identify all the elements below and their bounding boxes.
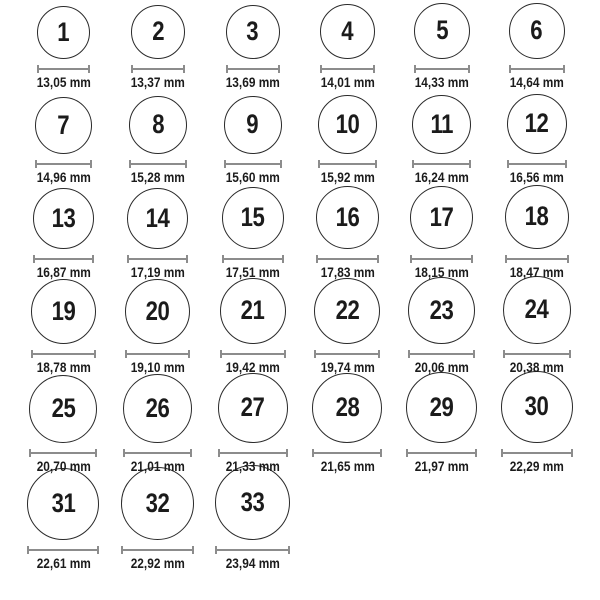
ring-size-number: 32 (146, 487, 170, 518)
ring-circle (509, 3, 565, 59)
diameter-label: 16,56 mm (509, 169, 564, 185)
diameter-label: 16,87 mm (36, 264, 91, 280)
diameter-measure-line (408, 350, 475, 358)
measure-bar (222, 353, 284, 355)
ring-size-number: 12 (524, 108, 549, 139)
diameter-label: 20,38 mm (509, 359, 564, 375)
ring-size-number: 14 (146, 202, 170, 233)
diameter-label: 16,24 mm (414, 169, 470, 185)
ring-circle (27, 468, 99, 540)
ring-size-item (300, 96, 395, 191)
ring-size-item (395, 96, 490, 191)
diameter-measure-line (505, 255, 569, 263)
diameter-label: 14,96 mm (36, 169, 91, 185)
ring-size-item (16, 480, 111, 596)
ring-circle (131, 5, 185, 59)
ring-circle (222, 187, 284, 249)
measure-bar (505, 353, 569, 355)
ring-circle (507, 94, 567, 154)
diameter-measure-line (501, 449, 573, 457)
diameter-measure-line (314, 350, 380, 358)
diameter-label: 18,78 mm (36, 359, 91, 375)
ring-size-item (300, 381, 395, 480)
ring-size-number: 6 (530, 15, 543, 46)
ring-circle (29, 375, 97, 443)
measure-bar (33, 353, 94, 355)
ring-circle (123, 374, 192, 443)
diameter-measure-line (29, 449, 97, 457)
ring-size-number: 23 (430, 294, 454, 325)
diameter-measure-line (129, 160, 187, 168)
measure-bar (416, 68, 468, 70)
ring-size-item (111, 0, 206, 96)
ring-size-item (300, 191, 395, 286)
diameter-measure-line (412, 160, 471, 168)
ring-size-item (205, 0, 300, 96)
ring-size-number: 26 (146, 392, 170, 423)
measure-bar (224, 258, 282, 260)
ring-size-item (16, 191, 111, 286)
measure-bar (320, 163, 375, 165)
ring-size-number: 3 (246, 16, 259, 47)
ring-circle (226, 5, 280, 59)
diameter-label: 21,65 mm (320, 458, 375, 474)
diameter-measure-line (509, 65, 565, 73)
diameter-label: 21,33 mm (225, 458, 280, 474)
measure-bar (125, 452, 190, 454)
ring-size-number: 16 (335, 201, 360, 232)
ring-size-number: 15 (240, 202, 265, 233)
ring-circle (412, 95, 471, 154)
measure-bar (123, 549, 192, 551)
ring-circle (410, 186, 473, 249)
diameter-measure-line (27, 546, 99, 554)
ring-size-number: 11 (430, 108, 454, 139)
measure-bar (37, 163, 90, 165)
diameter-label: 19,42 mm (225, 359, 280, 375)
ring-circle (408, 277, 475, 344)
ring-size-item (489, 96, 584, 191)
ring-size-number: 10 (335, 108, 360, 139)
ring-size-number: 33 (240, 486, 265, 517)
ring-circle (224, 96, 282, 154)
ring-circle (501, 371, 573, 443)
diameter-measure-line (127, 255, 188, 263)
diameter-measure-line (121, 546, 194, 554)
diameter-label: 20,70 mm (36, 458, 91, 474)
diameter-measure-line (414, 65, 470, 73)
ring-size-item (489, 191, 584, 286)
diameter-measure-line (218, 449, 288, 457)
ring-size-number: 13 (51, 202, 76, 233)
ring-size-number: 17 (430, 201, 454, 232)
diameter-label: 13,05 mm (36, 74, 91, 90)
measure-bar (131, 163, 185, 165)
ring-size-number: 25 (51, 393, 76, 424)
measure-bar (414, 163, 469, 165)
ring-size-number: 31 (51, 488, 76, 519)
measure-bar (31, 452, 95, 454)
diameter-label: 20,06 mm (414, 359, 470, 375)
ring-size-number: 9 (246, 109, 259, 140)
measure-bar (507, 258, 567, 260)
ring-circle (218, 373, 288, 443)
diameter-label: 19,74 mm (320, 359, 375, 375)
ring-size-number: 30 (524, 391, 549, 422)
ring-circle (314, 278, 380, 344)
diameter-label: 17,51 mm (225, 264, 280, 280)
diameter-label: 17,19 mm (130, 264, 186, 280)
ring-size-number: 22 (335, 295, 360, 326)
ring-size-number: 18 (524, 201, 549, 232)
ring-size-item (205, 191, 300, 286)
ring-size-item (395, 191, 490, 286)
ring-circle (414, 3, 470, 59)
measure-bar (412, 258, 471, 260)
measure-bar (509, 163, 565, 165)
ring-circle (312, 373, 382, 443)
diameter-measure-line (503, 350, 571, 358)
ring-size-number: 2 (152, 16, 164, 47)
diameter-label: 17,83 mm (320, 264, 375, 280)
ring-size-item (111, 480, 206, 596)
diameter-measure-line (226, 65, 280, 73)
ring-circle (125, 279, 190, 344)
diameter-label: 22,29 mm (509, 458, 564, 474)
diameter-measure-line (31, 350, 96, 358)
diameter-measure-line (37, 65, 90, 73)
ring-size-item (205, 480, 300, 596)
diameter-measure-line (316, 255, 379, 263)
diameter-label: 23,94 mm (225, 555, 280, 571)
diameter-measure-line (507, 160, 567, 168)
ring-size-number: 5 (436, 15, 448, 46)
ring-size-item (489, 286, 584, 381)
diameter-measure-line (320, 65, 375, 73)
diameter-label: 14,64 mm (509, 74, 564, 90)
ring-size-item (111, 381, 206, 480)
ring-size-number: 21 (240, 295, 265, 326)
measure-bar (226, 163, 280, 165)
diameter-label: 15,60 mm (225, 169, 280, 185)
diameter-label: 22,92 mm (130, 555, 186, 571)
diameter-label: 13,69 mm (225, 74, 280, 90)
diameter-label: 14,01 mm (320, 74, 375, 90)
ring-circle (406, 372, 477, 443)
diameter-measure-line (410, 255, 473, 263)
ring-size-item (205, 96, 300, 191)
measure-bar (410, 353, 473, 355)
diameter-label: 18,47 mm (509, 264, 564, 280)
ring-size-item (300, 0, 395, 96)
diameter-measure-line (123, 449, 192, 457)
diameter-label: 13,37 mm (130, 74, 186, 90)
ring-size-item (111, 96, 206, 191)
ring-size-item (489, 0, 584, 96)
ring-circle (31, 279, 96, 344)
diameter-label: 15,92 mm (320, 169, 375, 185)
measure-bar (322, 68, 373, 70)
ring-size-item (111, 191, 206, 286)
ring-size-number: 4 (341, 15, 354, 46)
ring-size-number: 28 (335, 392, 360, 423)
diameter-label: 18,15 mm (414, 264, 470, 280)
ring-circle (215, 465, 290, 540)
diameter-label: 22,61 mm (36, 555, 91, 571)
ring-circle (129, 96, 187, 154)
diameter-measure-line (131, 65, 185, 73)
ring-circle (127, 188, 188, 249)
diameter-measure-line (33, 255, 94, 263)
measure-bar (220, 452, 286, 454)
diameter-measure-line (224, 160, 282, 168)
ring-size-item (300, 286, 395, 381)
ring-size-number: 20 (146, 295, 170, 326)
ring-circle (33, 188, 94, 249)
ring-size-item (395, 381, 490, 480)
ring-circle (121, 467, 194, 540)
ring-circle (220, 278, 286, 344)
measure-bar (318, 258, 377, 260)
diameter-label: 21,97 mm (414, 458, 470, 474)
ring-circle (35, 97, 92, 154)
ring-size-item (489, 381, 584, 480)
diameter-label: 19,10 mm (130, 359, 186, 375)
measure-bar (133, 68, 183, 70)
measure-bar (29, 549, 97, 551)
measure-bar (39, 68, 88, 70)
ring-size-number: 19 (51, 295, 76, 326)
ring-circle (316, 186, 379, 249)
measure-bar (35, 258, 92, 260)
ring-size-number: 24 (524, 294, 549, 325)
ring-size-item (16, 0, 111, 96)
ring-size-number: 27 (240, 392, 265, 423)
measure-bar (314, 452, 380, 454)
diameter-label: 21,01 mm (130, 458, 186, 474)
diameter-label: 15,28 mm (130, 169, 186, 185)
diameter-measure-line (125, 350, 190, 358)
ring-size-item (205, 381, 300, 480)
measure-bar (503, 452, 571, 454)
measure-bar (316, 353, 378, 355)
ring-size-item (16, 96, 111, 191)
ring-circle (318, 95, 377, 154)
diameter-measure-line (35, 160, 92, 168)
diameter-label: 14,33 mm (414, 74, 470, 90)
measure-bar (217, 549, 288, 551)
ring-size-item (16, 286, 111, 381)
diameter-measure-line (215, 546, 290, 554)
ring-circle (320, 4, 375, 59)
measure-bar (228, 68, 278, 70)
diameter-measure-line (222, 255, 284, 263)
ring-size-item (205, 286, 300, 381)
diameter-measure-line (312, 449, 382, 457)
ring-circle (505, 185, 569, 249)
ring-size-number: 1 (57, 16, 70, 47)
ring-circle (503, 276, 571, 344)
ring-size-number: 8 (152, 109, 164, 140)
measure-bar (511, 68, 563, 70)
ring-circle (37, 6, 90, 59)
measure-bar (127, 353, 188, 355)
ring-size-item (16, 381, 111, 480)
measure-bar (129, 258, 186, 260)
ring-size-item (395, 286, 490, 381)
ring-size-item (395, 0, 490, 96)
ring-size-item (111, 286, 206, 381)
diameter-measure-line (406, 449, 477, 457)
diameter-measure-line (220, 350, 286, 358)
measure-bar (408, 452, 475, 454)
diameter-measure-line (318, 160, 377, 168)
ring-size-number: 7 (57, 109, 70, 140)
ring-size-number: 29 (430, 391, 454, 422)
